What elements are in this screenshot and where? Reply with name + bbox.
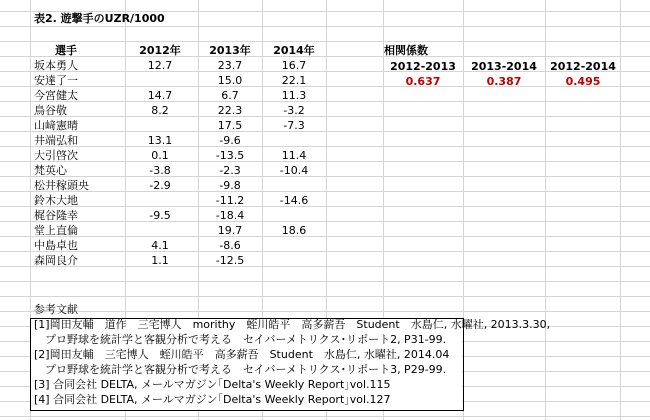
uzr-2014: 11.3 xyxy=(281,89,307,102)
uzr-2012 xyxy=(125,74,195,88)
uzr-2013: -13.5 xyxy=(215,149,245,162)
uzr-2012: -2.9 xyxy=(149,179,171,192)
grid-row-line xyxy=(0,296,650,297)
uzr-2012: 8.2 xyxy=(151,104,169,117)
uzr-2013: 19.7 xyxy=(217,224,243,237)
uzr-2013: 22.3 xyxy=(217,104,243,117)
correlation-title: 相関係数 xyxy=(384,44,428,57)
reference-line-1: [1]岡田友輔 道作 三宅博人 morithy 蛭川皓平 高多薪吾 Student 水島仁, 水曜社, 2013.3.30, xyxy=(34,318,551,331)
uzr-2013: 15.0 xyxy=(217,74,243,87)
uzr-2012: 4.1 xyxy=(151,239,169,252)
uzr-2012: 1.1 xyxy=(151,254,169,267)
uzr-2014 xyxy=(262,254,326,268)
uzr-2013: -11.2 xyxy=(215,194,245,207)
uzr-2014: 18.6 xyxy=(281,224,307,237)
uzr-2013: -2.3 xyxy=(219,164,241,177)
player-name: 松井稼頭央 xyxy=(34,179,89,192)
corr-header-2013-2014: 2013-2014 xyxy=(471,60,537,73)
player-name: 山﨑憲晴 xyxy=(34,119,78,132)
reference-line-3: [2]岡田友輔 三宅博人 蛭川皓平 高多薪吾 Student 水島仁, 水曜社, 2014.04 xyxy=(34,348,450,361)
player-name: 梶谷隆幸 xyxy=(34,209,78,222)
grid-row-line xyxy=(0,26,650,27)
uzr-2014 xyxy=(262,209,326,223)
uzr-2014: 22.1 xyxy=(281,74,307,87)
reference-line-6: [4] 合同会社 DELTA, メールマガジン｢Delta's Weekly Report｣vol.127 xyxy=(34,393,391,406)
uzr-2013: -8.6 xyxy=(219,239,241,252)
uzr-2014 xyxy=(262,239,326,253)
uzr-2012: 13.1 xyxy=(147,134,173,147)
uzr-2013: -12.5 xyxy=(215,254,245,267)
uzr-2014: -3.2 xyxy=(283,104,305,117)
player-name: 鳥谷敬 xyxy=(34,104,67,117)
uzr-2012 xyxy=(125,194,195,208)
corr-header-2012-2014: 2012-2014 xyxy=(550,60,616,73)
player-name: 森岡良介 xyxy=(34,254,78,267)
player-name: 中島卓也 xyxy=(34,239,78,252)
player-name: 坂本勇人 xyxy=(34,59,78,72)
reference-line-2: プロ野球を統計学と客観分析で考える セイバーメトリクス･リポート2, P31-99. xyxy=(34,333,447,346)
uzr-2014: -14.6 xyxy=(279,194,309,207)
uzr-2013: -9.6 xyxy=(219,134,241,147)
player-name: 大引啓次 xyxy=(34,149,78,162)
uzr-2013: -9.8 xyxy=(219,179,241,192)
references-title: 参考文献 xyxy=(34,303,78,316)
table-title: 表2. 遊撃手のUZR/1000 xyxy=(34,12,165,25)
corr-header-2012-2013: 2012-2013 xyxy=(390,60,456,73)
player-name: 堂上直倫 xyxy=(34,224,78,237)
header-2013: 2013年 xyxy=(209,44,251,57)
grid-row-line xyxy=(0,281,650,282)
uzr-2013: 6.7 xyxy=(221,89,239,102)
header-2014: 2014年 xyxy=(273,44,315,57)
uzr-2012: -9.5 xyxy=(149,209,171,222)
header-player: 選手 xyxy=(55,44,77,57)
corr-value-2013-2014: 0.387 xyxy=(486,75,522,88)
player-name: 今宮健太 xyxy=(34,89,78,102)
grid-row-line xyxy=(0,311,650,312)
player-name: 安達了一 xyxy=(34,74,78,87)
grid-row-line xyxy=(0,41,650,42)
uzr-2012 xyxy=(125,119,195,133)
corr-value-2012-2014: 0.495 xyxy=(565,75,601,88)
uzr-2012: 14.7 xyxy=(147,89,173,102)
uzr-2012: -3.8 xyxy=(149,164,171,177)
uzr-2014: 11.4 xyxy=(281,149,307,162)
player-name: 梵英心 xyxy=(34,164,67,177)
header-2012: 2012年 xyxy=(139,44,181,57)
corr-value-2012-2013: 0.637 xyxy=(405,75,441,88)
player-name: 井端弘和 xyxy=(34,134,78,147)
uzr-2012 xyxy=(125,224,195,238)
uzr-2013: 23.7 xyxy=(217,59,243,72)
grid-row-line xyxy=(0,416,650,417)
uzr-2014: -10.4 xyxy=(279,164,309,177)
uzr-2012: 12.7 xyxy=(147,59,173,72)
reference-line-4: プロ野球を統計学と客観分析で考える セイバーメトリクス･リポート3, P29-99. xyxy=(34,363,447,376)
uzr-2014: 16.7 xyxy=(281,59,307,72)
uzr-2014 xyxy=(262,134,326,148)
uzr-2014 xyxy=(262,179,326,193)
uzr-2013: -18.4 xyxy=(215,209,245,222)
uzr-2012: 0.1 xyxy=(151,149,169,162)
uzr-2014: -7.3 xyxy=(283,119,305,132)
reference-line-5: [3] 合同会社 DELTA, メールマガジン｢Delta's Weekly Report｣vol.115 xyxy=(34,378,391,391)
player-name: 鈴木大地 xyxy=(34,194,78,207)
uzr-2013: 17.5 xyxy=(217,119,243,132)
